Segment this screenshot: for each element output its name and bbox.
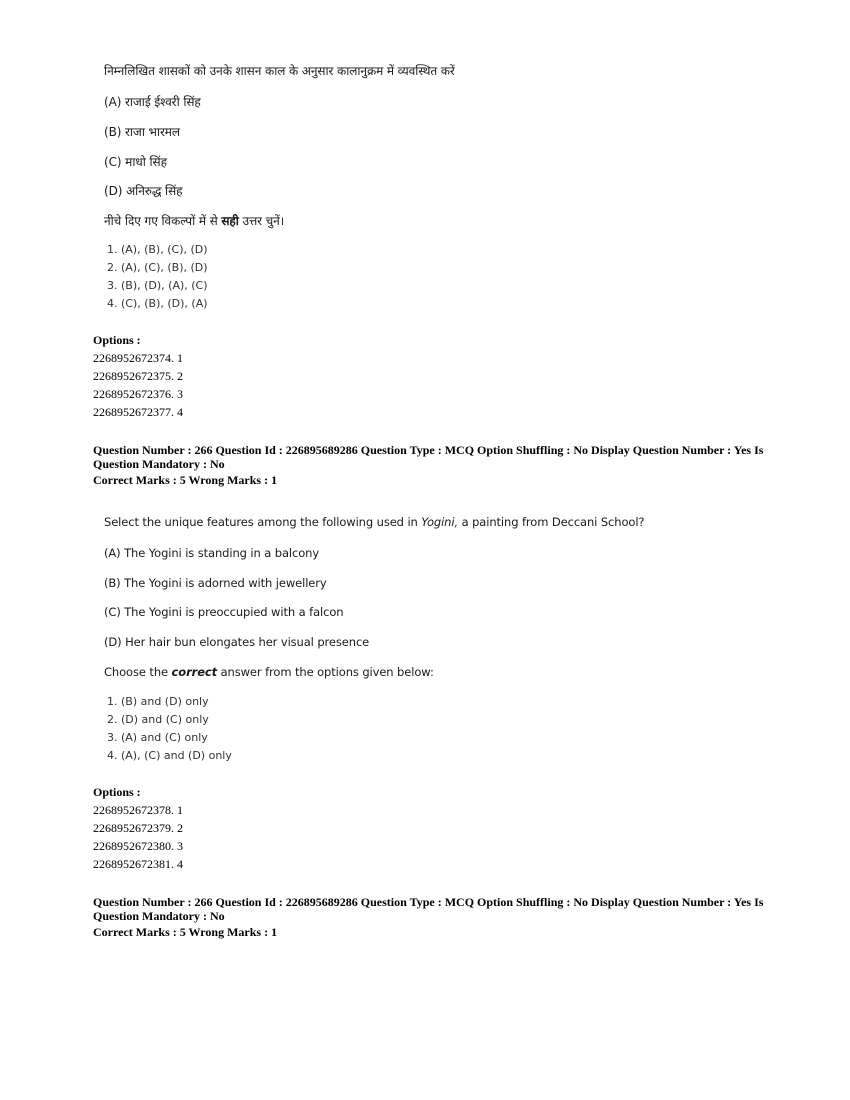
q2-item-a: (A) The Yogini is standing in a balcony bbox=[104, 546, 320, 560]
q1-stem: निम्नलिखित शासकों को उनके शासन काल के अनुसार कालानुक्रम में व्यवस्थित करें bbox=[104, 64, 455, 78]
q2-item-d: (D) Her hair bun elongates her visual presence bbox=[104, 635, 370, 649]
option-line: 2268952672378. 1 bbox=[93, 803, 183, 817]
q2-stem: Select the unique features among the following used in Yogini, a painting from Deccani School? bbox=[104, 515, 645, 529]
q1-choice-2: 2. (A), (C), (B), (D) bbox=[107, 261, 208, 274]
question-meta-line: Question Number : 266 Question Id : 226895689286 Question Type : MCQ Option Shuffling : No Display Question Number : Yes Is bbox=[93, 443, 764, 457]
q2-choice-1: 1. (B) and (D) only bbox=[107, 695, 209, 708]
q1-choice-4: 4. (C), (B), (D), (A) bbox=[107, 297, 208, 310]
question-meta-line: Question Mandatory : No bbox=[93, 909, 225, 923]
q1-choice-1: 1. (A), (B), (C), (D) bbox=[107, 243, 208, 256]
q1-item-a: (A) राजाई ईश्वरी सिंह bbox=[104, 95, 201, 109]
option-line: 2268952672381. 4 bbox=[93, 857, 183, 871]
q1-instruction: नीचे दिए गए विकल्पों में से सही उत्तर चुनें। bbox=[104, 214, 285, 228]
q1-item-d: (D) अनिरुद्ध सिंह bbox=[104, 184, 183, 198]
option-line: 2268952672380. 3 bbox=[93, 839, 183, 853]
q2-instruction-emphasis: correct bbox=[171, 665, 218, 679]
q2-instruction: Choose the correct answer from the options given below: bbox=[104, 665, 434, 679]
options-heading-1: Options : bbox=[93, 333, 141, 347]
q2-item-c: (C) The Yogini is preoccupied with a falcon bbox=[104, 605, 344, 619]
q1-item-c: (C) माधो सिंह bbox=[104, 155, 167, 169]
question-meta-line: Question Mandatory : No bbox=[93, 457, 225, 471]
option-line: 2268952672377. 4 bbox=[93, 405, 183, 419]
q2-choice-2: 2. (D) and (C) only bbox=[107, 713, 209, 726]
q2-item-b: (B) The Yogini is adorned with jewellery bbox=[104, 576, 327, 590]
q2-choice-3: 3. (A) and (C) only bbox=[107, 731, 208, 744]
marks-line: Correct Marks : 5 Wrong Marks : 1 bbox=[93, 473, 278, 487]
option-line: 2268952672379. 2 bbox=[93, 821, 183, 835]
option-line: 2268952672375. 2 bbox=[93, 369, 183, 383]
q2-stem-italic: Yogini, bbox=[421, 515, 459, 529]
q2-choice-4: 4. (A), (C) and (D) only bbox=[107, 749, 232, 762]
options-heading-2: Options : bbox=[93, 785, 141, 799]
option-line: 2268952672376. 3 bbox=[93, 387, 183, 401]
q1-instruction-emphasis: सही bbox=[221, 214, 239, 228]
q1-choice-3: 3. (B), (D), (A), (C) bbox=[107, 279, 208, 292]
option-line: 2268952672374. 1 bbox=[93, 351, 183, 365]
question-meta-line: Question Number : 266 Question Id : 226895689286 Question Type : MCQ Option Shuffling : No Display Question Number : Yes Is bbox=[93, 895, 764, 909]
marks-line: Correct Marks : 5 Wrong Marks : 1 bbox=[93, 925, 278, 939]
q1-item-b: (B) राजा भारमल bbox=[104, 125, 180, 139]
